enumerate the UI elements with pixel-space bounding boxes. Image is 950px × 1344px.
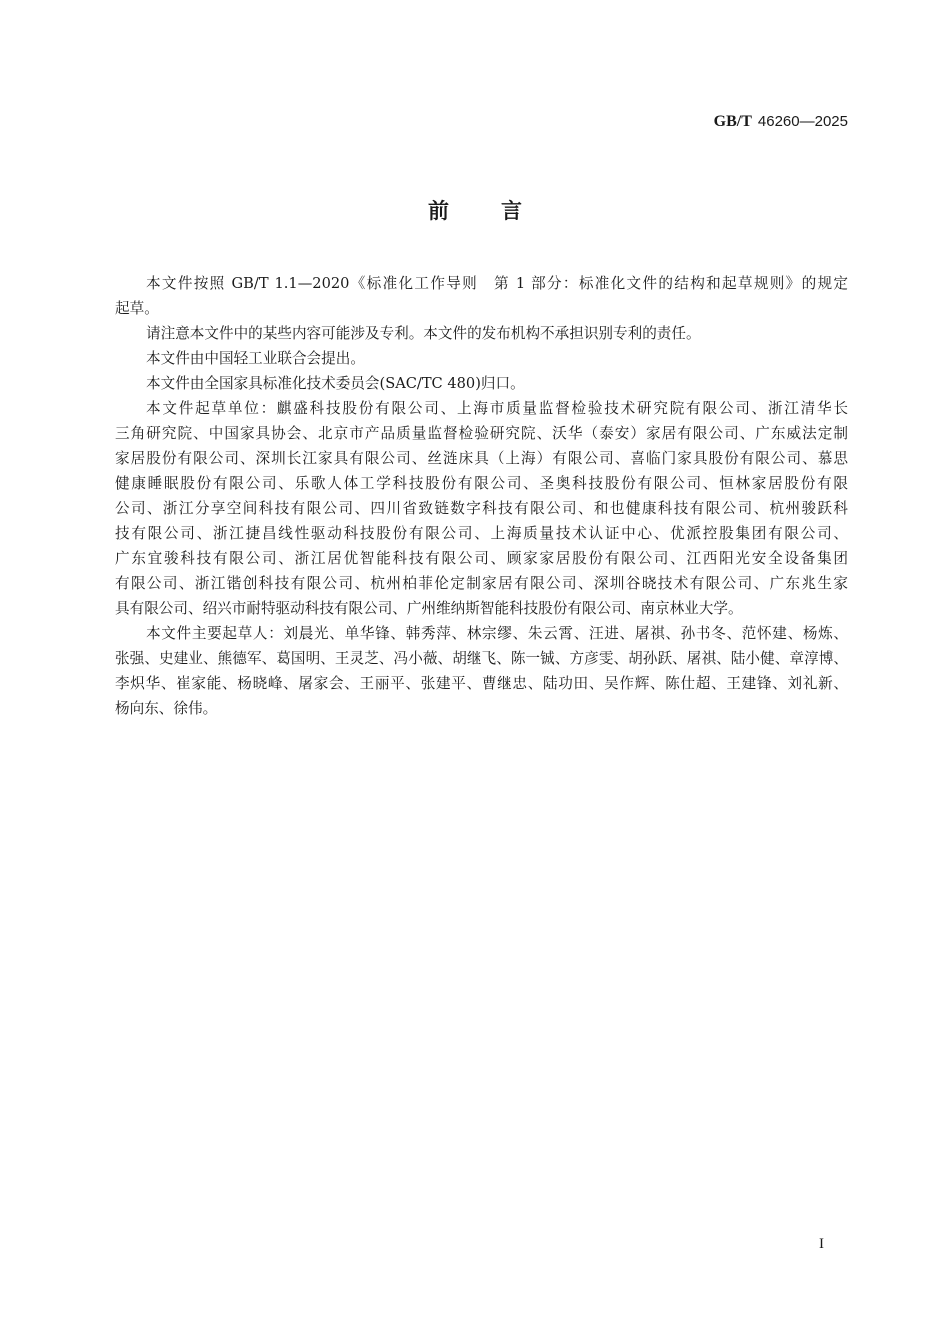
text-line: 公司、浙江分享空间科技有限公司、四川省致链数字科技有限公司、和也健康科技有限公司、杭州骏跃科	[115, 500, 848, 517]
text-line: 李炽华、崔家能、杨晓峰、屠家会、王丽平、张建平、曹继忠、陆功田、吴作辉、陈仕超、王建锋、刘礼新、	[115, 675, 848, 692]
text-line: 技有限公司、浙江捷昌线性驱动科技股份有限公司、上海质量技术认证中心、优派控股集团有限公司、	[115, 525, 848, 542]
text-line: 本文件主要起草人：刘晨光、单华锋、韩秀萍、林宗缪、朱云霄、汪进、屠祺、孙书冬、范怀建、杨炼、	[146, 625, 848, 642]
text-line: 具有限公司、绍兴市耐特驱动科技有限公司、广州维纳斯智能科技股份有限公司、南京林业大学。	[115, 600, 743, 617]
paragraph	[115, 396, 848, 621]
text-line: 起草。	[115, 300, 159, 317]
text-line: 杨向东、徐伟。	[115, 700, 218, 717]
standard-number-header	[714, 113, 848, 131]
paragraph	[115, 621, 848, 721]
text-line: 请注意本文件中的某些内容可能涉及专利。本文件的发布机构不承担识别专利的责任。	[146, 325, 701, 342]
page-title: 前言	[428, 199, 574, 223]
text-line: 本文件按照 GB/T 1.1—2020《标准化工作导则 第 1 部分：标准化文件的结构和起草规则》的规定	[146, 275, 848, 292]
page-number: I	[819, 1236, 824, 1252]
standard-prefix: GB/T	[713, 113, 752, 130]
document-body	[115, 271, 848, 721]
text-line: 家居股份有限公司、深圳长江家具有限公司、丝涟床具（上海）有限公司、喜临门家具股份有限公司、慕思	[115, 450, 848, 467]
paragraph	[115, 346, 848, 371]
text-line: 张强、史建业、熊德军、葛国明、王灵芝、冯小薇、胡继飞、陈一铖、方彦雯、胡孙跃、屠祺、陆小健、章淳博、	[115, 650, 848, 667]
text-line: 本文件起草单位：麒盛科技股份有限公司、上海市质量监督检验技术研究院有限公司、浙江清华长	[146, 400, 848, 417]
paragraph	[115, 271, 848, 321]
paragraph	[115, 371, 848, 396]
standard-number: 46260—2025	[757, 113, 848, 130]
text-line: 广东宜骏科技有限公司、浙江居优智能科技有限公司、顾家家居股份有限公司、江西阳光安全设备集团	[115, 550, 848, 567]
text-line: 健康睡眠股份有限公司、乐歌人体工学科技股份有限公司、圣奥科技股份有限公司、恒林家居股份有限	[115, 475, 848, 492]
paragraph	[115, 321, 848, 346]
text-line: 有限公司、浙江锴创科技有限公司、杭州柏菲伦定制家居有限公司、深圳谷晓技术有限公司、广东兆生家	[115, 575, 848, 592]
text-line: 三角研究院、中国家具协会、北京市产品质量监督检验研究院、沃华（泰安）家居有限公司、广东威法定制	[115, 425, 848, 442]
text-line: 本文件由中国轻工业联合会提出。	[146, 350, 365, 367]
text-line: 本文件由全国家具标准化技术委员会(SAC/TC 480)归口。	[146, 375, 525, 392]
